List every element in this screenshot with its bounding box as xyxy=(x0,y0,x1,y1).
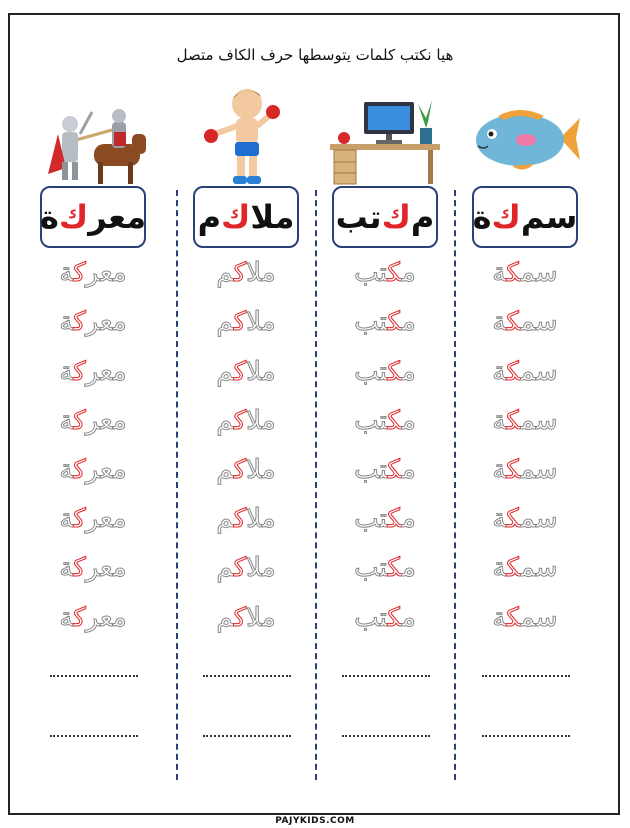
writing-line[interactable] xyxy=(342,675,430,677)
trace-word: معركة xyxy=(59,553,127,583)
trace-word: ملاكم xyxy=(216,357,276,387)
boxer-boy-icon xyxy=(189,82,303,190)
footer-brand-text: PAJYKIDS.COM xyxy=(269,816,361,826)
trace-word: مكتب xyxy=(354,307,416,337)
office-desk-icon xyxy=(328,82,442,190)
column-divider xyxy=(315,190,317,780)
trace-word: معركة xyxy=(59,258,127,288)
worksheet-title: هيا نكتب كلمات يتوسطها حرف الكاف متصل xyxy=(176,46,454,64)
word-card: سم ك ة xyxy=(472,186,578,248)
trace-word: سمكة xyxy=(492,553,558,583)
trace-word: سمكة xyxy=(492,603,558,633)
trace-word: مكتب xyxy=(354,258,416,288)
writing-line[interactable] xyxy=(203,735,291,737)
trace-word: معركة xyxy=(59,307,127,337)
word-card: ملا ك م xyxy=(193,186,299,248)
word-card: معر ك ة xyxy=(40,186,146,248)
fish-icon xyxy=(468,82,582,190)
trace-word: مكتب xyxy=(354,553,416,583)
word-column-boxer xyxy=(189,0,303,828)
word-column-battle xyxy=(36,0,150,828)
trace-word: ملاكم xyxy=(216,455,276,485)
trace-word: سمكة xyxy=(492,406,558,436)
trace-word: مكتب xyxy=(354,357,416,387)
trace-word: سمكة xyxy=(492,455,558,485)
trace-word: معركة xyxy=(59,455,127,485)
trace-word: مكتب xyxy=(354,603,416,633)
trace-word: ملاكم xyxy=(216,504,276,534)
trace-word: سمكة xyxy=(492,357,558,387)
writing-line[interactable] xyxy=(50,675,138,677)
trace-word: معركة xyxy=(59,603,127,633)
writing-line[interactable] xyxy=(203,675,291,677)
trace-word: معركة xyxy=(59,406,127,436)
trace-word: ملاكم xyxy=(216,307,276,337)
trace-word: ملاكم xyxy=(216,553,276,583)
writing-line[interactable] xyxy=(482,675,570,677)
writing-line[interactable] xyxy=(482,735,570,737)
column-divider xyxy=(454,190,456,780)
writing-line[interactable] xyxy=(50,735,138,737)
trace-word: مكتب xyxy=(354,455,416,485)
trace-word: سمكة xyxy=(492,307,558,337)
footer-brand xyxy=(0,808,630,827)
trace-word: مكتب xyxy=(354,504,416,534)
trace-word: معركة xyxy=(59,504,127,534)
trace-word: سمكة xyxy=(492,504,558,534)
trace-word: ملاكم xyxy=(216,406,276,436)
writing-line[interactable] xyxy=(342,735,430,737)
word-column-fish xyxy=(468,0,582,828)
trace-word: مكتب xyxy=(354,406,416,436)
trace-word: ملاكم xyxy=(216,258,276,288)
word-column-office xyxy=(328,0,442,828)
trace-word: ملاكم xyxy=(216,603,276,633)
column-divider xyxy=(176,190,178,780)
word-card: م ك تب xyxy=(332,186,438,248)
trace-word: سمكة xyxy=(492,258,558,288)
trace-word: معركة xyxy=(59,357,127,387)
battle-knights-icon xyxy=(36,82,150,190)
